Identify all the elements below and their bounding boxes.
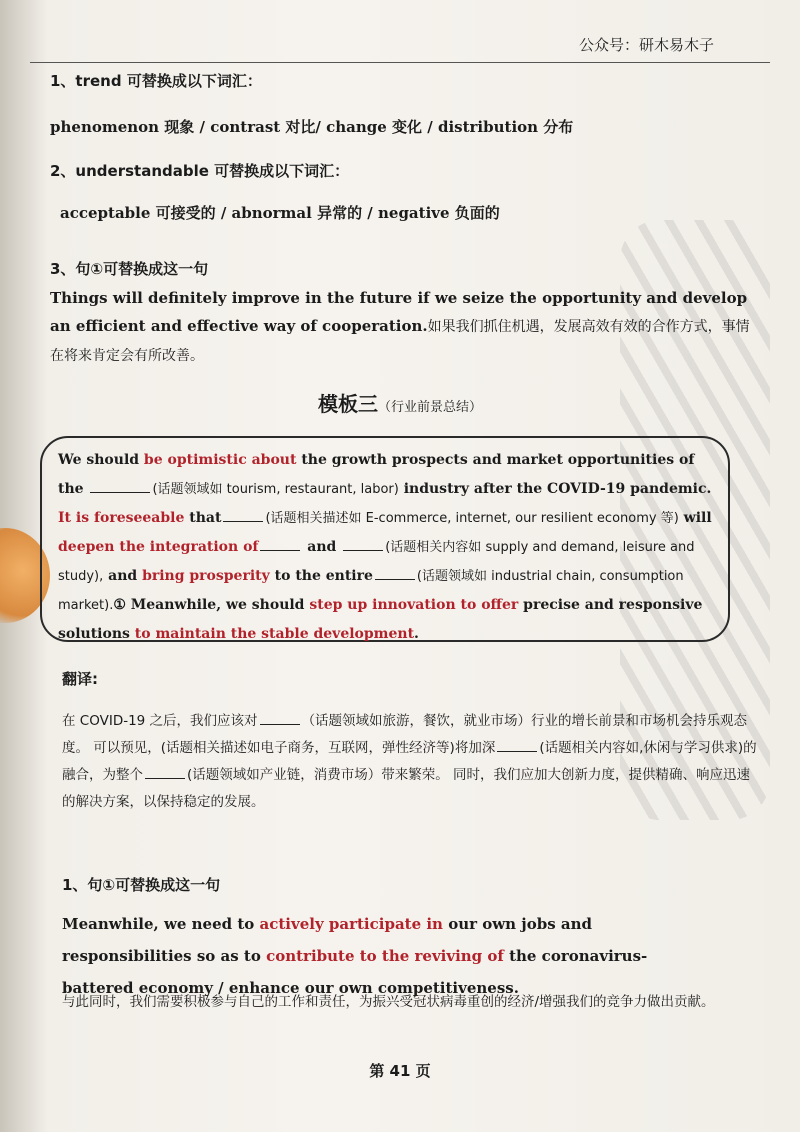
template-paragraph: [58, 446, 714, 649]
blank-line: [260, 550, 300, 551]
template-text: .: [414, 626, 419, 642]
section4-text: Meanwhile, we need to: [62, 915, 260, 933]
page-number: 第 41 页: [369, 1062, 431, 1080]
template-highlight: be optimistic about: [143, 452, 297, 468]
template-title-main: 模板三: [317, 392, 378, 416]
blank-line: [145, 778, 185, 779]
section3-sentence-zh: 如果我们抓住机遇，发展高效有效的合作方式，事情在将来肯定会有所改善。: [50, 319, 750, 364]
translation-text: (话题相关内容如,休闲与学习供求)的融合，为整个: [62, 740, 757, 783]
section3-heading: 3、句①可替换成这一句: [50, 260, 209, 278]
template-text: We should: [58, 452, 144, 468]
template-hint: (话题相关内容如 supply and demand, leisure and study),: [58, 540, 695, 584]
translation-text: （话题领域如旅游，餐饮，就业市场）行业的增长前景和市场机会持乐观态度。 可以预见，(话题相关描述如电子商务，互联网，弹性经济等)将加深: [62, 713, 748, 756]
template-highlight: It is foreseeable: [58, 510, 185, 526]
template-text: to the entire: [269, 568, 373, 584]
section4-text: our own jobs and responsibilities so as to: [62, 915, 592, 965]
template-text: Meanwhile, we should: [125, 597, 310, 613]
template-hint: (话题相关描述如 E-commerce, internet, our resilient economy 等): [265, 511, 679, 526]
template-title: [0, 388, 800, 417]
template-hint: (话题领域如 industrial chain, consumption market).: [58, 569, 684, 613]
section4-sentence-zh: 与此同时，我们需要积极参与自己的工作和责任，为振兴受冠状病毒重创的经济/增强我们的竞争力做出贡献。: [62, 994, 715, 1010]
section3-sentence-en: Things will definitely improve in the future if we seize the opportunity and develop an efficient and effective way of cooperation.: [50, 289, 748, 335]
template-title-sub: （行业前景总结）: [377, 400, 482, 415]
section2-words: acceptable 可接受的 / abnormal 异常的 / negative 负面的: [60, 204, 500, 222]
blank-line: [375, 579, 415, 580]
template-text: and: [103, 568, 143, 584]
blank-line: [90, 492, 150, 493]
section4-text: the coronavirus-battered economy / enhance our own competitiveness.: [62, 947, 648, 997]
translation-paragraph: [62, 708, 760, 816]
section1-words: phenomenon 现象 / contrast 对比/ change 变化 / distribution 分布: [50, 118, 574, 136]
translation-text: 在 COVID-19 之后，我们应该对: [62, 713, 258, 729]
blank-line: [223, 521, 263, 522]
translation-text: (话题领域如产业链，消费市场）带来繁荣。 同时，我们应加大创新力度，提供精确、响应迅速的解决方案，以保持稳定的发展。: [62, 767, 751, 810]
header-account: 公众号：研木易木子: [578, 36, 714, 54]
template-highlight: to maintain the stable development: [134, 626, 415, 642]
template-highlight: step up innovation to offer: [309, 597, 519, 613]
section4-heading: 1、句①可替换成这一句: [62, 876, 221, 894]
template-highlight: bring prosperity: [142, 568, 270, 584]
blank-line: [497, 751, 537, 752]
blank-line: [260, 724, 300, 725]
template-text: will: [678, 510, 712, 526]
section4-highlight: actively participate in: [259, 915, 443, 933]
template-highlight: deepen the integration of: [58, 539, 259, 555]
section3-sentence: [50, 284, 762, 370]
template-text: industry after the COVID-19 pandemic.: [398, 481, 712, 497]
template-text: that: [184, 510, 222, 526]
template-text: and: [302, 539, 342, 555]
blank-line: [343, 550, 383, 551]
sentence-marker: ①: [113, 597, 126, 613]
template-text: the growth prospects and market opportunities of the: [58, 452, 695, 497]
template-hint: (话题领域如 tourism, restaurant, labor): [152, 482, 399, 497]
template-text: precise and responsive solutions: [58, 597, 703, 642]
section2-heading: 2、understandable 可替换成以下词汇：: [50, 162, 350, 180]
section1-heading: 1、trend 可替换成以下词汇：: [50, 72, 262, 90]
section4-highlight: contribute to the reviving of: [266, 947, 504, 965]
template-box: [40, 436, 730, 642]
translation-label: 翻译:: [62, 670, 98, 688]
header-divider: [30, 62, 770, 63]
